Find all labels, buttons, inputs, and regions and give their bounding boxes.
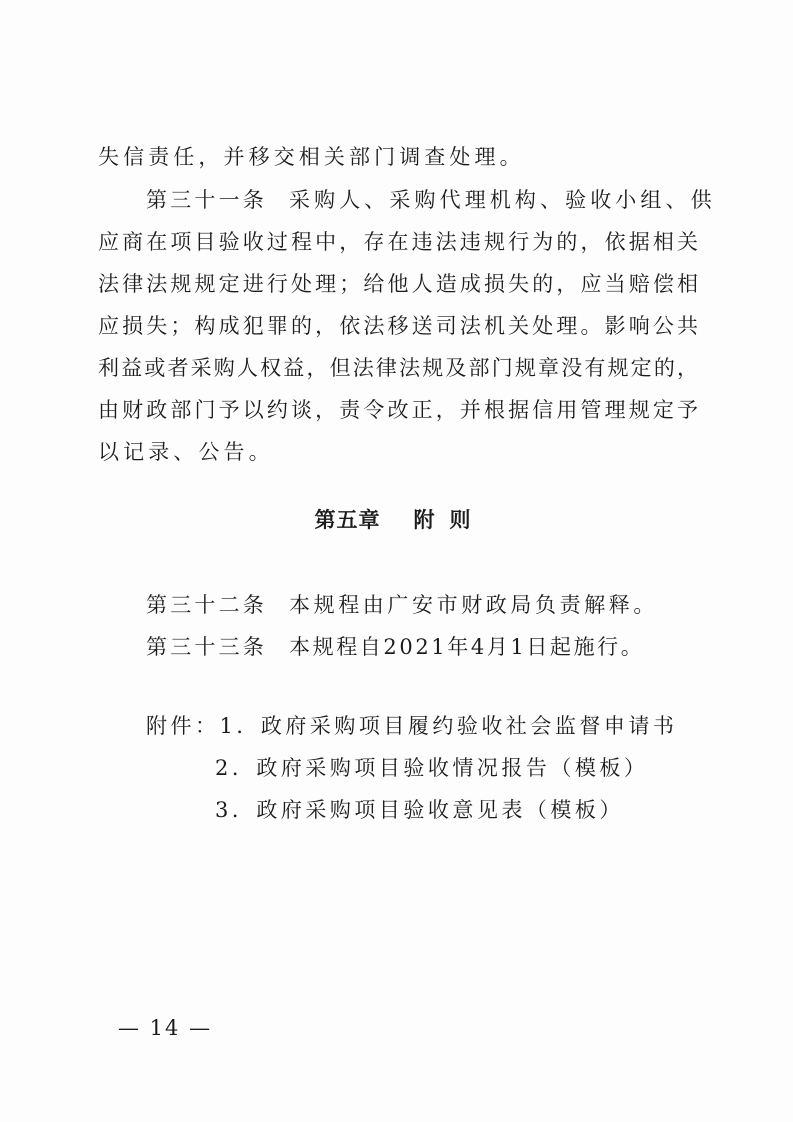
article-33-text: 本规程自2021年4月1日起施行。: [289, 635, 645, 659]
chapter-heading: [0, 500, 793, 540]
article-33: [146, 627, 698, 667]
attachment-item: 1．政府采购项目履约验收社会监督申请书: [219, 714, 678, 738]
article-31-line: 应商在项目验收过程中，存在违法违规行为的，依据相关: [98, 230, 698, 254]
page-number: — 14 —: [118, 1016, 213, 1040]
article-32: [146, 585, 698, 625]
article-31-line: 应损失；构成犯罪的，依法移送司法机关处理。影响公共: [98, 314, 698, 338]
article-31-first-line-text: 采购人、采购代理机构、验收小组、供: [289, 188, 716, 212]
article-32-number: 第三十二条: [146, 593, 267, 617]
attachment-item: 2．政府采购项目验收情况报告（模板）: [215, 756, 649, 780]
article-31-line: 法律法规规定进行处理；给他人造成损失的，应当赔偿相: [98, 272, 698, 296]
attachment-item: 3．政府采购项目验收意见表（模板）: [215, 798, 624, 822]
attachment-line-1: [146, 706, 698, 746]
attachment-label: 附件：: [146, 714, 220, 738]
article-31-line: 利益或者采购人权益，但法律法规及部门规章没有规定的，: [98, 356, 698, 380]
article-31-line: 由财政部门予以约谈，责令改正，并根据信用管理规定予: [98, 398, 698, 422]
article-33-number: 第三十三条: [146, 635, 267, 659]
chapter-title-char: 则: [449, 508, 472, 532]
chapter-number: 第五章: [314, 508, 381, 532]
article-31-line: 以记录、公告。: [98, 440, 274, 464]
chapter-title-char: 附: [413, 508, 436, 532]
article-32-text: 本规程由广安市财政局负责解释。: [289, 593, 658, 617]
paragraph-line: 失信责任，并移交相关部门调查处理。: [98, 145, 525, 169]
article-31-first-line: [146, 180, 716, 220]
article-31-number: 第三十一条: [146, 188, 267, 212]
